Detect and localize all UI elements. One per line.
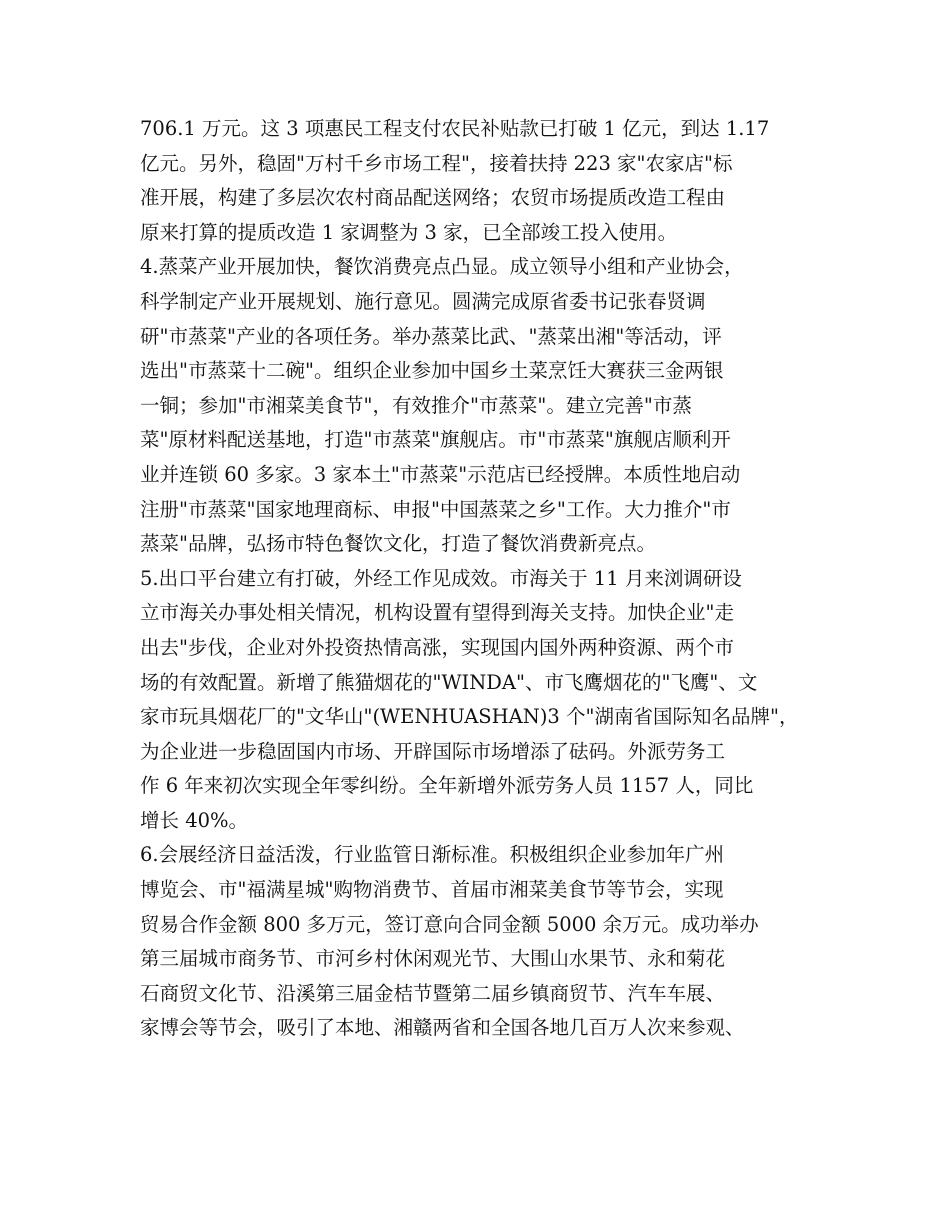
text-line: 亿元。另外，稳固"万村千乡市场工程"，接着扶持 223 家"农家店"标 (140, 151, 733, 175)
text-line: 注册"市蒸菜"国家地理商标、申报"中国蒸菜之乡"工作。大力推介"市 (140, 497, 731, 521)
text-line: 家市玩具烟花厂的"文华山"(WENHUASHAN)3 个"湖南省国际知名品牌"， (140, 705, 799, 729)
text-line: 业并连锁 60 多家。3 家本土"市蒸菜"示范店已经授牌。本质性地启动 (140, 462, 741, 486)
text-line: 选出"市蒸菜十二碗"。组织企业参加中国乡土菜烹饪大赛获三金两银 (140, 359, 724, 383)
text-line: 作 6 年来初次实现全年零纠纷。全年新增外派劳务人员 1157 人，同比 (140, 774, 754, 798)
text-line: 一铜；参加"市湘菜美食节"，有效推介"市蒸菜"。建立完善"市蒸 (140, 393, 692, 417)
text-line: 增长 40%。 (140, 808, 249, 832)
text-line: 出去"步伐，企业对外投资热情高涨，实现国内国外两种资源、两个市 (140, 635, 734, 659)
text-line: 博览会、市"福满星城"购物消费节、首届市湘菜美食节等节会，实现 (140, 878, 724, 902)
text-line: 第三届城市商务节、市河乡村休闲观光节、大围山水果节、永和菊花 (140, 947, 726, 971)
text-line: 蒸菜"品牌，弘扬市特色餐饮文化，打造了餐饮消费新亮点。 (140, 532, 656, 556)
text-line: 准开展，构建了多层次农村商品配送网络；农贸市场提质改造工程由 (140, 186, 726, 210)
text-line: 菜"原材料配送基地，打造"市蒸菜"旗舰店。市"市蒸菜"旗舰店顺利开 (140, 428, 731, 452)
text-line: 5.出口平台建立有打破，外经工作见成效。市海关于 11 月来浏调研设 (140, 566, 742, 590)
text-line: 场的有效配置。新增了熊猫烟花的"WINDA"、市飞鹰烟花的"飞鹰"、文 (140, 670, 758, 694)
text-line: 为企业进一步稳固国内市场、开辟国际市场增添了砝码。外派劳务工 (140, 739, 726, 763)
text-line: 立市海关办事处相关情况，机构设置有望得到海关支持。加快企业"走 (140, 601, 734, 625)
text-line: 4.蒸菜产业开展加快，餐饮消费亮点凸显。成立领导小组和产业协会， (140, 255, 744, 279)
text-line: 研"市蒸菜"产业的各项任务。举办蒸菜比武、"蒸菜出湘"等活动，评 (140, 324, 722, 348)
text-line: 706.1 万元。这 3 项惠民工程支付农民补贴款已打破 1 亿元，到达 1.17 (140, 117, 770, 140)
text-line: 石商贸文化节、沿溪第三届金桔节暨第二届乡镇商贸节、汽车车展、 (140, 981, 726, 1005)
document-page (140, 112, 830, 1046)
text-line: 家博会等节会，吸引了本地、湘赣两省和全国各地几百万人次来参观、 (140, 1016, 745, 1040)
text-line: 贸易合作金额 800 多万元，签订意向合同金额 5000 余万元。成功举办 (140, 912, 759, 936)
text-line: 6.会展经济日益活泼，行业监管日渐标准。积极组织企业参加年广州 (140, 843, 725, 867)
text-line: 原来打算的提质改造 1 家调整为 3 家，已全部竣工投入使用。 (140, 220, 678, 244)
text-line: 科学制定产业开展规划、施行意见。圆满完成原省委书记张春贤调 (140, 289, 706, 313)
